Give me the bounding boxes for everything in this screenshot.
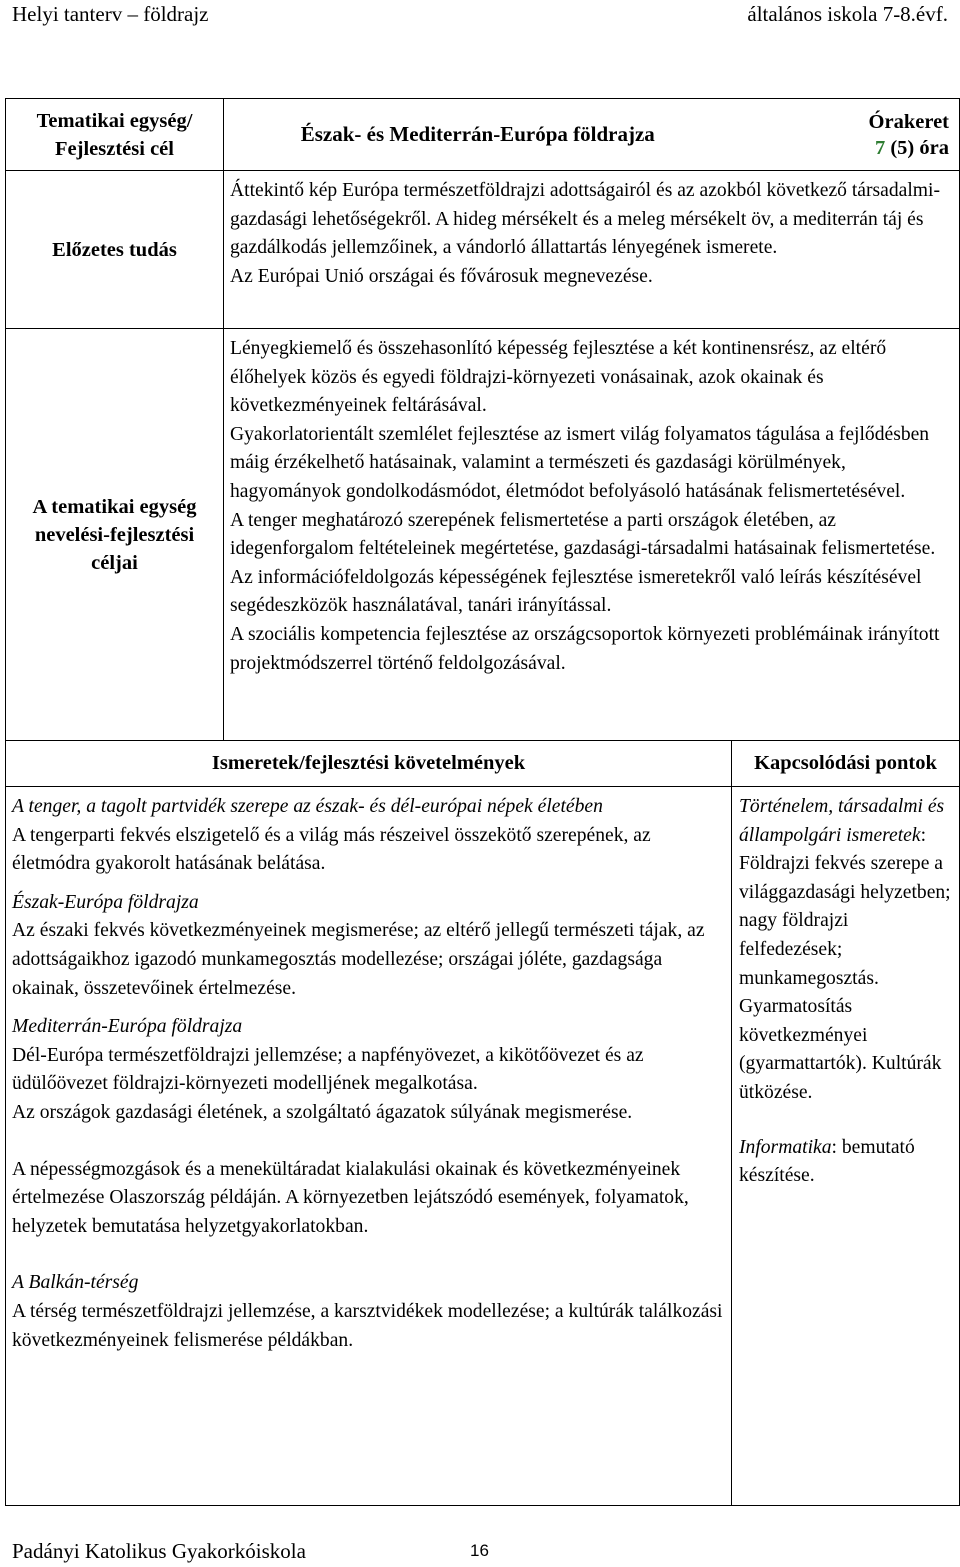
requirement-block [12,1269,723,1355]
topic-label-line2: Fejlesztési cél [55,137,174,160]
topic-title: Észak- és Mediterrán-Európa földrajza [224,99,732,171]
requirement-line: A tengerparti fekvés elszigetelő és a világ más részeivel összekötő szerepének, az életmódra gyakorolt hatásának belátása. [12,824,651,875]
topic-label-line1: Tematikai egység/ [36,109,193,132]
curriculum-table-wrap [5,98,959,1506]
column-header-row [6,741,960,787]
goal-paragraph: Az információfeldolgozás képességének fejlesztése ismeretekről való leírás készítésével segédeszközök használatával, tanári irányítással. [230,566,922,617]
page-number: 16 [470,1541,489,1560]
hours-label: Órakeret [868,110,949,133]
requirement-line: Az országok gazdasági életének, a szolgáltató ágazatok súlyának megismerése. [12,1101,633,1123]
requirement-line: A térség természetföldrajzi jellemzése, a karsztvidékek modellezése; a kultúrák találkozási következményeinek felismerése példákban. [12,1300,723,1351]
requirement-title: A tenger, a tagolt partvidék szerepe az észak- és dél-európai népek életében [12,796,603,817]
curriculum-table [5,98,960,1506]
requirement-line: A népességmozgások és a menekültáradat kialakulási okainak és következményeinek értelmezése Olaszország példáján. A környezetben lejátszódó események, folyamatok, helyzetek bemutatása helyzetgyakorlatokban. [12,1158,689,1237]
hours-rest: (5) óra [885,136,949,159]
requirement-line: Dél-Európa természetföldrajzi jellemzése; a napfényövezet, a kikötőövezet és az üdülőövezet földrajzi-környezeti modelljének megalkotása. [12,1044,644,1095]
requirement-line: Az északi fekvés következményeinek megismerése; az eltérő jellegű természeti tájak, az adottságaikhoz igazodó munkamegosztás modellezése; országai jóléte, gazdagsága okainak, összetevőinek értelmezése. [12,920,705,999]
goals-label-line3: céljai [91,551,138,574]
goals-text [224,329,960,741]
header-right: általános iskola 7-8.évf. [747,2,948,26]
prior-knowledge-row [6,171,960,329]
prior-knowledge-label: Előzetes tudás [6,171,224,329]
header-left: Helyi tanterv – földrajz [12,2,209,26]
prior-line: Az Európai Unió országai és fővárosuk megnevezése. [230,265,653,287]
page-header [12,2,948,32]
connections-column-header: Kapcsolódási pontok [732,741,960,787]
goal-paragraph: A tenger meghatározó szerepének felismertetése a parti országok életében, az idegenforgalom feltételeinek megértetése, gazdasági-társadalmi hatásainak felismertetése. [230,509,936,560]
informatics-subject: Informatika [739,1136,832,1158]
goals-label-line2: nevelési-fejlesztési [34,523,195,546]
prior-knowledge-text [224,171,960,329]
history-text: : Földrajzi fekvés szerepe a világgazdasági helyzetben; nagy földrajzi felfedezések; munkamegosztás. Gyarmatosítás következményei (gyarmattartók). Kultúrák ütközése. [739,824,951,1103]
informatics-text: : bemutató készítése. [739,1136,915,1187]
content-row [6,787,960,1506]
requirement-title: Észak-Európa földrajza [12,891,199,913]
requirement-title: Mediterrán-Európa földrajza [12,1016,243,1038]
goals-row [6,329,960,741]
hours-cell [732,99,960,171]
hours-number: 7 [874,136,886,159]
goals-label-cell [6,329,224,741]
connection-history [739,793,953,1108]
requirement-block [12,793,723,879]
goal-paragraph: Gyakorlatorientált szemlélet fejlesztése az ismert világ folyamatos tágulása a fejlődésben máig érzékelhető hatásainak, valamint a természeti és gazdasági körülmények, hagyományok gondolkodásmódot, életmódot befolyásoló hatásának felismertetésével. [230,423,930,502]
topic-row [6,99,960,171]
history-subject: Történelem, társadalmi és állampolgári ismeretek [739,796,945,846]
connections-cell [732,787,960,1506]
connection-informatics [739,1134,953,1191]
requirement-title: A Balkán-térség [12,1272,139,1294]
goals-label-line1: A tematikai egység [32,495,197,518]
requirement-block [12,1156,723,1242]
goal-paragraph: A szociális kompetencia fejlesztése az országcsoportok környezeti problémáinak irányított projektmódszerrel történő feldolgozásával. [230,623,940,674]
prior-line: Áttekintő kép Európa természetföldrajzi adottságairól és az azokból következő társadalmi-gazdasági lehetőségekről. A hideg mérsékelt és a meleg mérsékelt öv, a mediterrán táj és gazdálkodás jellemzőinek, a vándorló állattartás lényegének ismerete. [230,180,940,259]
requirement-block [12,889,723,1003]
footer-school: Padányi Katolikus Gyakorkóiskola [12,1539,306,1563]
requirement-block [12,1013,723,1127]
requirements-cell [6,787,732,1506]
topic-label-cell [6,99,224,171]
hours-value [732,135,950,161]
goal-paragraph: Lényegkiemelő és összehasonlító képesség fejlesztése a két kontinensrész, az eltérő élőhelyek közös és egyedi földrajzi-környezeti vonásainak, azok okainak és következményeinek feltárásával. [230,338,887,417]
requirements-column-header: Ismeretek/fejlesztési követelmények [6,741,732,787]
